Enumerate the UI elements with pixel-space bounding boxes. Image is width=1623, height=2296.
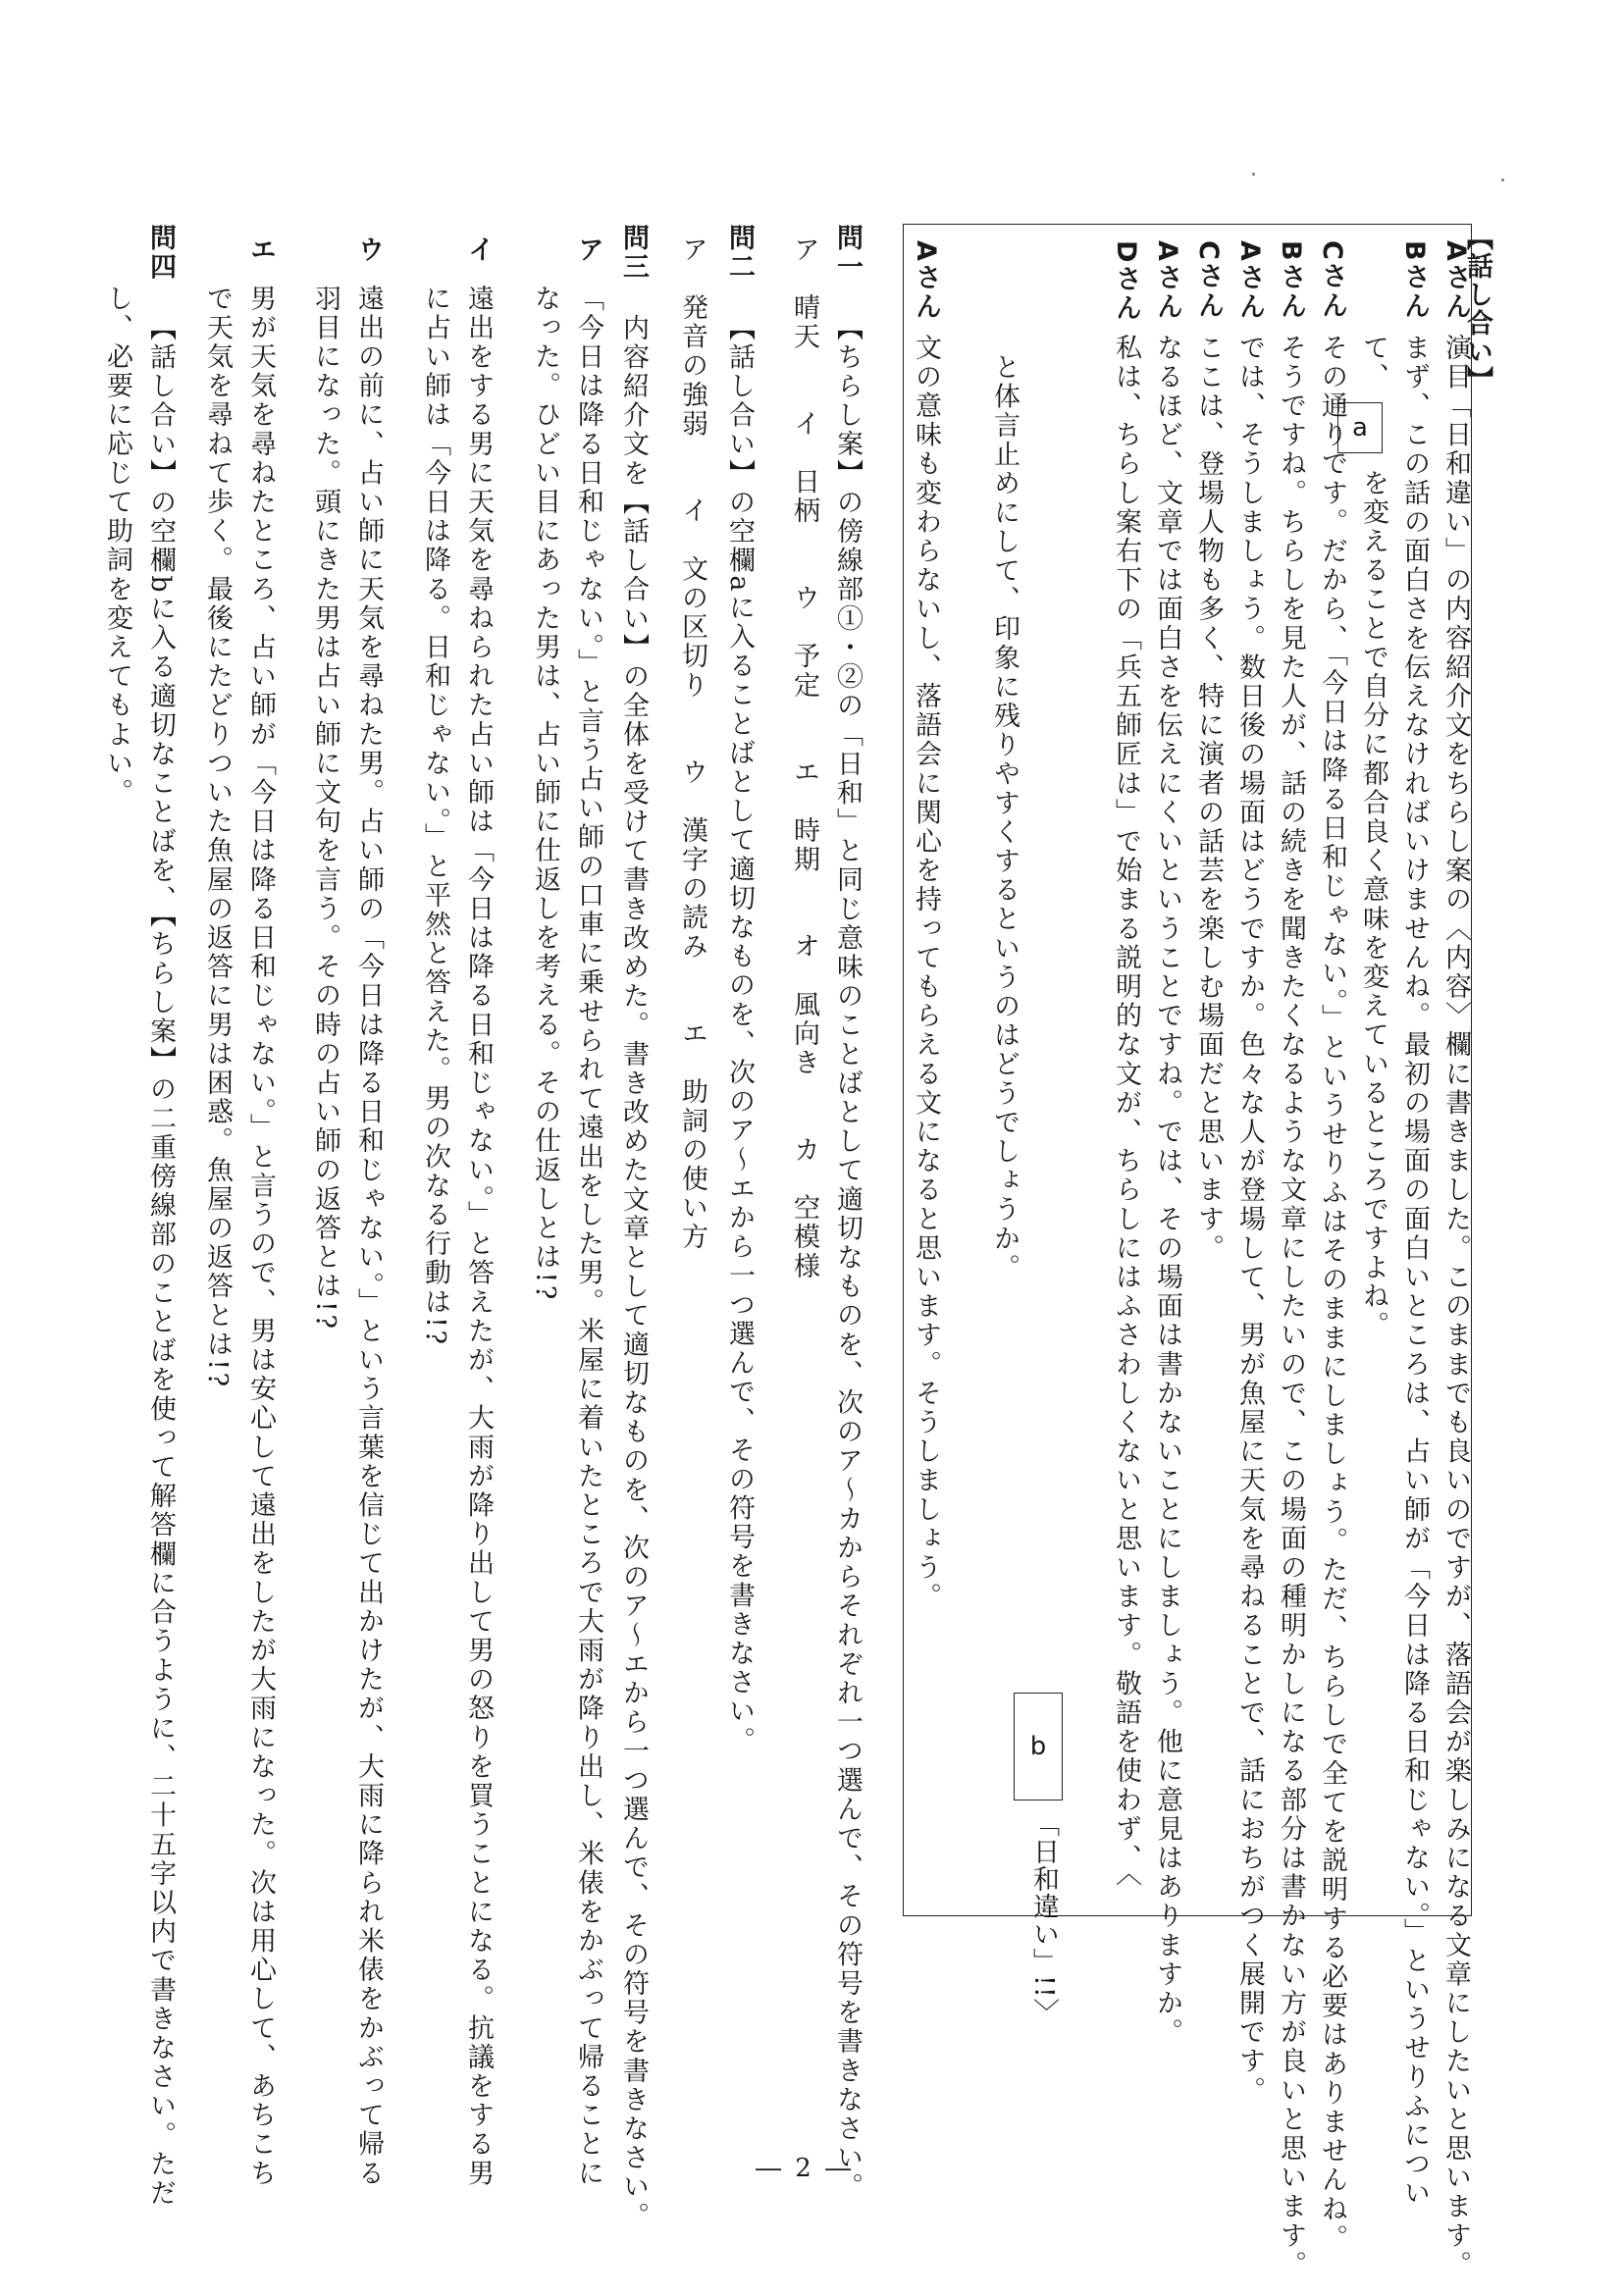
- dialogue-line: まず、この話の面白さを伝えなければいけませんね。最初の場面の面白いところは、占い師が「今日は降る日和じゃない。」というせりふについ: [1399, 334, 1430, 2209]
- choice-text: 遠出をする男に天気を尋ねられた占い師は「今日は降る日和じゃない。」と答えたが、大雨が降り出して男の怒りを買うことになる。抗議をする男: [463, 285, 494, 2189]
- dialogue-line: なるほど、文章では面白さを伝えにくいということですね。では、その場面は書かないことにしましょう。他に意見はありますか。: [1152, 334, 1182, 2048]
- dialogue-line: その通りです。だから、「今日は降る日和じゃない。」というせりふはそのままにしましょう。ただ、ちらしで全てを説明する必要はありませんね。: [1317, 334, 1347, 2254]
- question-choices: ア 発音の強弱 イ 文の区切り ウ 漢字の読み エ 助詞の使い方: [677, 235, 707, 1252]
- choice-label: ア: [573, 235, 603, 265]
- choice-text: 「今日は降る日和じゃない。」と言う占い師の口車に乗せられて遠出をした男。米屋に着いたところで大雨が降り出し、米俵をかぶって帰ることに: [573, 285, 603, 2189]
- question-text: し、必要に応じて助詞を変えてもよい。: [102, 285, 132, 808]
- speaker: Cさん: [1317, 240, 1347, 321]
- scan-dot: [1501, 179, 1504, 182]
- blank-a-label: a: [1352, 413, 1368, 443]
- speaker: Aさん: [1152, 240, 1182, 322]
- blank-b-box: [1014, 1693, 1063, 1800]
- question-number: 問四: [145, 224, 176, 283]
- choice-label: エ: [245, 235, 276, 265]
- dialogue-line: そうですね。ちらしを見た人が、話の続きを聞きたくなるような文章にしたいので、この場面の種明かしになる部分は書かない方が良いと思います。: [1276, 334, 1306, 2280]
- dialogue-line: ここは、登場人物も多く、特に演者の話芸を楽しむ場面だと思います。: [1193, 334, 1224, 1264]
- dialogue-line: 文の意味も変わらないし、落語会に関心を持ってもらえる文になると思います。そうしましょう。: [911, 334, 941, 1612]
- dialogue-line: 演目「日和違い」の内容紹介文をちらし案の〈内容〉欄に書きました。このままでも良いのですが、落語会が楽しみになる文章にしたいと思います。: [1440, 334, 1471, 2280]
- discussion-header: 【話し合い】: [1462, 224, 1492, 394]
- speaker: Aさん: [1234, 240, 1265, 322]
- choice-text: 羽目になった。頭にきた男は占い師に文句を言う。その時の占い師の返答とは!?: [310, 285, 340, 1331]
- question-number: 問二: [724, 224, 755, 283]
- choice-text: 男が天気を尋ねたところ、占い師が「今日は降る日和じゃない。」と言うので、男は安心して遠出をしたが大雨になった。次は用心して、あちこち: [245, 285, 276, 2189]
- question-text: 【話し合い】の空欄aに入ることばとして適切なものを、次のア～エから一つ選んで、その符号を書きなさい。: [724, 314, 755, 1756]
- speaker: Aさん: [1440, 240, 1471, 322]
- question-choices: ア 晴天 イ 日柄 ウ 予定 エ 時期 オ 風向き カ 空模様: [789, 235, 819, 1281]
- speaker: Bさん: [1276, 240, 1306, 322]
- page-number: ― 2 ―: [756, 2154, 855, 2183]
- dialogue-line: を変えることで自分に都合良く意味を変えているところですよね。: [1358, 469, 1388, 1340]
- choice-label: イ: [463, 235, 494, 265]
- question-number: 問一: [832, 224, 863, 283]
- question-number: 問三: [618, 224, 649, 283]
- dialogue-line: では、そうしましょう。数日後の場面はどうですか。色々な人が登場して、男が魚屋に天気を尋ねることで、話におちがつく展開です。: [1234, 334, 1265, 2106]
- choice-text: なった。ひどい目にあった男は、占い師に仕返しを考える。その仕返しとは!?: [530, 285, 560, 1302]
- speaker: Bさん: [1399, 240, 1430, 322]
- dialogue-line: 「日和違い」!!〉: [1028, 1810, 1059, 2026]
- choice-label: ウ: [353, 235, 384, 265]
- question-text: 【ちらし案】の傍線部①・②の「日和」と同じ意味のことばとして適切なものを、次のア～カからそれぞれ一つ選んで、その符号を書きなさい。: [832, 314, 863, 2202]
- speaker: Dさん: [1111, 240, 1141, 324]
- choice-text: 遠出の前に、占い師に天気を尋ねた男。占い師の「今日は降る日和じゃない。」という言葉を信じて出かけたが、大雨に降られ米俵をかぶって帰る: [353, 285, 384, 2189]
- scan-dot: [1252, 173, 1255, 176]
- dialogue-line: と体言止めにして、印象に残りやすくするというのはどうでしょうか。: [989, 353, 1020, 1283]
- speaker: Aさん: [911, 240, 941, 322]
- choice-text: で天気を尋ねて歩く。最後にたどりついた魚屋の返答に男は困惑。魚屋の返答とは!?: [202, 285, 233, 1389]
- question-text: 【話し合い】の空欄bに入る適切なことばを、【ちらし案】の二重傍線部のことばを使って解答欄に合うように、二十五字以内で書きなさい。ただ: [145, 314, 176, 2209]
- question-text: 内容紹介文を【話し合い】の全体を受けて書き改めた。書き改めた文章として適切なものを、次のア～エから一つ選んで、その符号を書きなさい。: [618, 314, 649, 2231]
- blank-b-label: b: [1029, 1732, 1047, 1761]
- dialogue-line: て、: [1358, 334, 1388, 392]
- choice-text: に占い師は「今日は降る。日和じゃない。」と平然と答えた。男の次なる行動は!?: [420, 285, 450, 1347]
- dialogue-line: 私は、ちらし案右下の「兵五師匠は」で始まる説明的な文が、ちらしにはふさわしくないと思います。敬語を使わず、〈: [1111, 334, 1141, 1889]
- speaker: Cさん: [1193, 240, 1224, 321]
